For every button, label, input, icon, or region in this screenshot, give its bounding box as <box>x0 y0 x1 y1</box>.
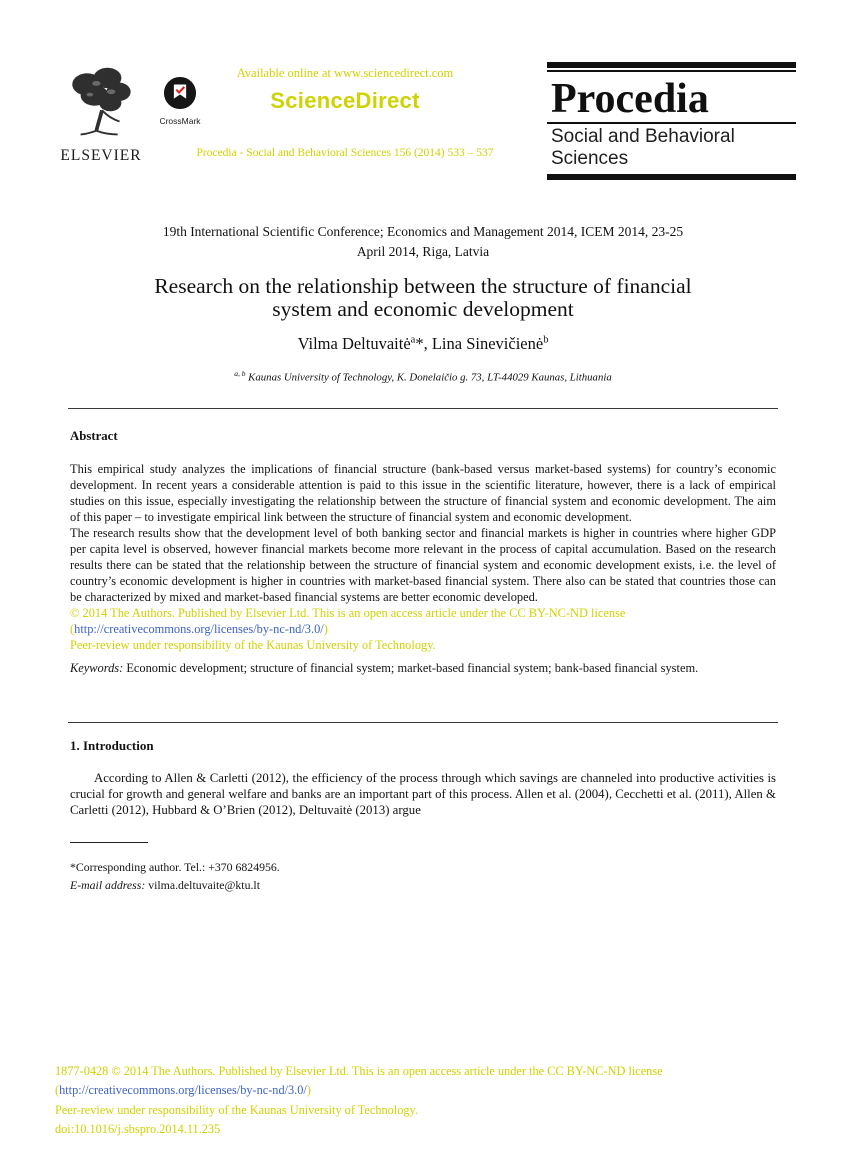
elsevier-logo <box>54 64 148 165</box>
conference-line-2: April 2014, Riga, Latvia <box>356 244 490 260</box>
license-paren-close: ) <box>323 622 328 636</box>
email-line <box>70 876 280 894</box>
peer-review-line: Peer-review under responsibility of the Kaunas University of Technology. <box>70 638 436 652</box>
issn-copyright-line: 1877-0428 © 2014 The Authors. Published by Elsevier Ltd. This is an open access article under the CC BY-NC-ND license <box>55 1064 663 1078</box>
available-online-text: Available online at www.sciencedirect.com <box>236 66 454 80</box>
abstract-heading: Abstract <box>70 429 118 443</box>
affiliation-text: Kaunas University of Technology, K. Donelaičio g. 73, LT-44029 Kaunas, Lithuania <box>245 371 612 384</box>
footnote-block <box>70 858 280 894</box>
author-2: Lina Sinevičienė <box>431 334 544 353</box>
affiliation-line <box>70 369 776 384</box>
corresponding-author-note: *Corresponding author. Tel.: +370 6824956. <box>70 860 280 874</box>
footnote-rule <box>70 842 148 843</box>
paper-title <box>93 275 753 321</box>
footer-license-url-line <box>55 1081 779 1100</box>
affiliation-sup: a, b <box>234 369 246 378</box>
author-1-affiliation-mark: a <box>410 334 416 346</box>
copyright-line: © 2014 The Authors. Published by Elsevier Ltd. This is an open access article under the CC BY-NC-ND license <box>70 606 626 620</box>
author-2-affiliation-mark: b <box>543 334 549 346</box>
abstract-paragraph-2: The research results show that the development level of both banking sector and financial markets is higher in countries where higher GDP per capita level is observed, however financial markets become more relevant in the process of capital accumulation. Based on the research results there can be stated that the relationship between the structure of financial system and economic development exists, i.e. the level of country’s economic development is higher in countries with market-based financial system. There also can be stated that countries those can be characterized by mixed and market-based financial systems are better economic developed. <box>70 526 776 604</box>
conference-line-1: 19th International Scientific Conference; Economics and Management 2014, ICEM 2014, 23-25 <box>162 224 684 239</box>
procedia-wordmark: Procedia <box>551 76 709 122</box>
footer-peer-review-line: Peer-review under responsibility of the Kaunas University of Technology. <box>55 1102 418 1117</box>
procedia-subtitle: Social and Behavioral Sciences <box>551 125 735 169</box>
sciencedirect-logo[interactable]: ScienceDirect <box>270 88 420 113</box>
keywords-label: Keywords: <box>70 661 124 675</box>
procedia-logo <box>547 62 796 180</box>
email-label: E-mail address: <box>70 878 146 892</box>
keywords-line <box>70 660 776 676</box>
abstract-section <box>70 428 776 676</box>
conference-heading <box>70 222 776 263</box>
procedia-bottom-bar <box>547 174 796 180</box>
footer-license-paren-open: ( <box>55 1083 60 1098</box>
keywords-rule <box>68 722 778 723</box>
top-rule <box>68 408 778 409</box>
corresponding-author-mark: * <box>415 334 424 353</box>
email-address-link[interactable]: vilma.deltuvaite@ktu.lt <box>145 878 260 892</box>
footer-license-paren-close: ) <box>306 1083 311 1098</box>
crossmark-label: CrossMark <box>159 116 201 126</box>
doi-line: doi:10.1016/j.sbspro.2014.11.235 <box>55 1122 221 1137</box>
keywords-text: Economic development; structure of financial system; market-based financial system; bank-based financial system. <box>123 661 699 675</box>
author-1: Vilma Deltuvaitė <box>297 334 411 353</box>
license-paren-open: ( <box>70 622 75 636</box>
procedia-top-bar <box>547 62 796 68</box>
paper-title-line-1: Research on the relationship between the structure of financial <box>154 274 692 298</box>
authors-separator: , <box>423 334 432 353</box>
sciencedirect-block <box>145 66 545 159</box>
page-footer <box>55 1062 779 1140</box>
footer-license-url-link[interactable]: http://creativecommons.org/licenses/by-nc-nd/3.0/ <box>59 1083 307 1098</box>
elsevier-wordmark: ELSEVIER <box>60 147 142 164</box>
paper-title-line-2: system and economic development <box>272 297 574 321</box>
introduction-heading: 1. Introduction <box>70 738 154 753</box>
journal-citation: Procedia - Social and Behavioral Sciences 156 (2014) 533 – 537 <box>196 147 494 159</box>
license-url-link[interactable]: http://creativecommons.org/licenses/by-nc-nd/3.0/ <box>74 622 324 636</box>
authors-line <box>70 334 776 354</box>
abstract-paragraph-1: This empirical study analyzes the implications of financial structure (bank-based versus market-based systems) for country’s economic development. In recent years a considerable attention is paid to this issue in the scientific literature, however, there is a lack of empirical studies on this issue, especially investigating the relationship between the structure of financial system and economic development. The aim of this paper – to investigate empirical link between the structure of financial system and economic development. <box>70 462 776 524</box>
license-url-line <box>70 621 776 637</box>
introduction-paragraph: According to Allen & Carletti (2012), the efficiency of the process through which savings are channeled into productive activities is crucial for growth and general welfare and banks are an important part of this process. Allen et al. (2004), Cecchetti et al. (2011), Allen & Carletti (2012), Hubbard & O’Brien (2012), Deltuvaitė (2013) argue <box>70 771 776 817</box>
elsevier-tree-icon <box>57 64 145 140</box>
